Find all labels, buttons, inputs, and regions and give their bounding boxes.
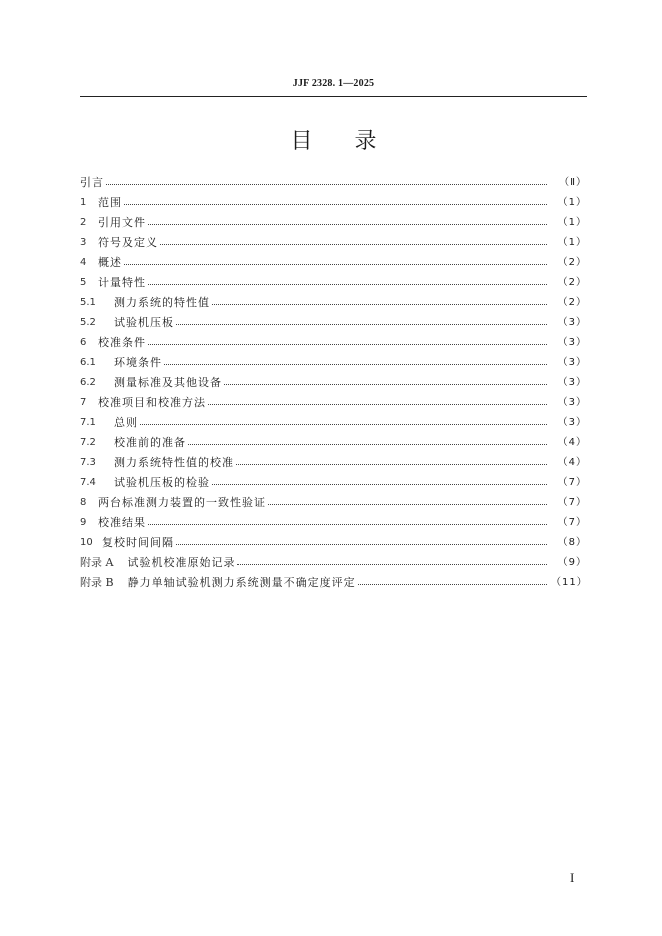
toc-entry-page: （1）: [557, 217, 587, 228]
header-divider: [80, 96, 587, 97]
toc-entry[interactable]: [80, 253, 587, 273]
toc-entry[interactable]: [80, 573, 587, 593]
toc-entry[interactable]: [80, 413, 587, 433]
toc-entry-page: （3）: [557, 397, 587, 408]
toc-entry[interactable]: [80, 173, 587, 193]
toc-entry-page: （2）: [557, 257, 587, 268]
toc-entry-label: 校准项目和校准方法: [98, 396, 206, 409]
toc-entry-number: 6: [80, 337, 87, 348]
toc-dot-leader: [160, 233, 547, 253]
toc-dot-leader: [208, 393, 547, 413]
toc-entry-label: 测量标准及其他设备: [114, 376, 222, 389]
toc-entry-page: （7）: [557, 517, 587, 528]
toc-entry-label: 复校时间间隔: [102, 536, 174, 549]
toc-entry-number: 6.2: [80, 377, 96, 388]
toc-entry-label: 试验机校准原始记录: [127, 556, 236, 569]
toc-dot-leader: [148, 513, 547, 533]
toc-entry-page: （3）: [557, 377, 587, 388]
toc-entry-label: 校准前的准备: [114, 436, 186, 449]
toc-entry-number: 6.1: [80, 357, 96, 368]
toc-entry[interactable]: [80, 473, 587, 493]
toc-entry[interactable]: [80, 353, 587, 373]
toc-entry-page: （3）: [557, 357, 587, 368]
toc-entry-page: （11）: [551, 577, 588, 588]
toc-dot-leader: [124, 253, 547, 273]
toc-dot-leader: [268, 493, 547, 513]
toc-entry-label: 符号及定义: [98, 236, 158, 249]
toc-entry[interactable]: [80, 333, 587, 353]
toc-dot-leader: [212, 473, 547, 493]
toc-entry-number: 5: [80, 277, 87, 288]
toc-entry-label: 范围: [98, 196, 122, 209]
toc-entry-number: 7: [80, 397, 87, 408]
toc-entry-label: 测力系统特性值的校准: [114, 456, 234, 469]
toc-entry-label: 计量特性: [98, 276, 146, 289]
toc-entry-page: （1）: [557, 197, 587, 208]
toc-dot-leader: [148, 273, 547, 293]
toc-entry-number: 8: [80, 497, 87, 508]
toc-entry-page: （3）: [557, 417, 587, 428]
toc-entry-number: 7.1: [80, 417, 96, 428]
toc-entry[interactable]: [80, 273, 587, 293]
toc-entry-number: 5.1: [80, 297, 96, 308]
toc-dot-leader: [140, 413, 547, 433]
toc-entry[interactable]: [80, 493, 587, 513]
document-code-header: JJF 2328. 1—2025: [292, 78, 375, 89]
toc-entry-page: （7）: [557, 497, 587, 508]
toc-dot-leader: [358, 573, 547, 593]
toc-entry[interactable]: [80, 453, 587, 473]
toc-dot-leader: [124, 193, 547, 213]
toc-entry-page: （Ⅱ）: [559, 177, 587, 188]
toc-entry[interactable]: [80, 533, 587, 553]
toc-entry-label: 引用文件: [98, 216, 146, 229]
toc-entry[interactable]: [80, 373, 587, 393]
toc-entry-page: （1）: [557, 237, 587, 248]
toc-entry[interactable]: [80, 293, 587, 313]
toc-dot-leader: [176, 313, 547, 333]
toc-dot-leader: [164, 353, 547, 373]
toc-dot-leader: [106, 173, 547, 193]
toc-entry-number: 附录 A: [80, 556, 114, 569]
toc-entry[interactable]: [80, 393, 587, 413]
toc-entry[interactable]: [80, 313, 587, 333]
toc-entry-label: 校准条件: [98, 336, 146, 349]
toc-entry-page: （3）: [557, 337, 587, 348]
toc-dot-leader: [176, 533, 547, 553]
toc-dot-leader: [237, 553, 547, 573]
toc-entry-label: 概述: [98, 256, 122, 269]
toc-entry-number: 2: [80, 217, 87, 228]
toc-entry-page: （2）: [557, 277, 587, 288]
toc-entry-label: 试验机压板: [114, 316, 174, 329]
toc-entry-label: 引言: [80, 176, 104, 189]
toc-dot-leader: [188, 433, 547, 453]
toc-dot-leader: [212, 293, 547, 313]
toc-entry[interactable]: [80, 213, 587, 233]
toc-entry-number: 4: [80, 257, 87, 268]
toc-entry-label: 校准结果: [98, 516, 146, 529]
toc-entry-number: 7.4: [80, 477, 96, 488]
toc-dot-leader: [148, 333, 547, 353]
toc-entry[interactable]: [80, 513, 587, 533]
page-title: 目录: [290, 129, 419, 154]
toc-entry-page: （2）: [557, 297, 587, 308]
toc-dot-leader: [236, 453, 547, 473]
toc-entry-label: 测力系统的特性值: [114, 296, 210, 309]
toc-entry-number: 7.3: [80, 457, 96, 468]
toc-entry-number: 10: [80, 537, 93, 548]
toc-entry-label: 环境条件: [114, 356, 162, 369]
toc-dot-leader: [224, 373, 547, 393]
toc-entry-label: 试验机压板的检验: [114, 476, 210, 489]
toc-entry-number: 7.2: [80, 437, 96, 448]
toc-entry-number: 9: [80, 517, 87, 528]
toc-entry-label: 总则: [114, 416, 138, 429]
toc-entry-page: （3）: [557, 317, 587, 328]
toc-entry-label: 静力单轴试验机测力系统测量不确定度评定: [127, 576, 356, 589]
page-number: I: [570, 870, 575, 885]
toc-entry-number: 5.2: [80, 317, 96, 328]
toc-entry-number: 1: [80, 197, 87, 208]
toc-entry[interactable]: [80, 433, 587, 453]
table-of-contents: [80, 173, 587, 593]
toc-entry-page: （7）: [557, 477, 587, 488]
toc-entry-number: 附录 B: [80, 576, 114, 589]
toc-entry-label: 两台标准测力装置的一致性验证: [98, 496, 266, 509]
toc-entry-page: （8）: [557, 537, 587, 548]
toc-entry-page: （4）: [557, 437, 587, 448]
toc-entry-page: （9）: [557, 557, 587, 568]
toc-entry[interactable]: [80, 193, 587, 213]
toc-entry-number: 3: [80, 237, 87, 248]
toc-entry-page: （4）: [557, 457, 587, 468]
toc-entry[interactable]: [80, 553, 587, 573]
toc-entry[interactable]: [80, 233, 587, 253]
toc-dot-leader: [148, 213, 547, 233]
